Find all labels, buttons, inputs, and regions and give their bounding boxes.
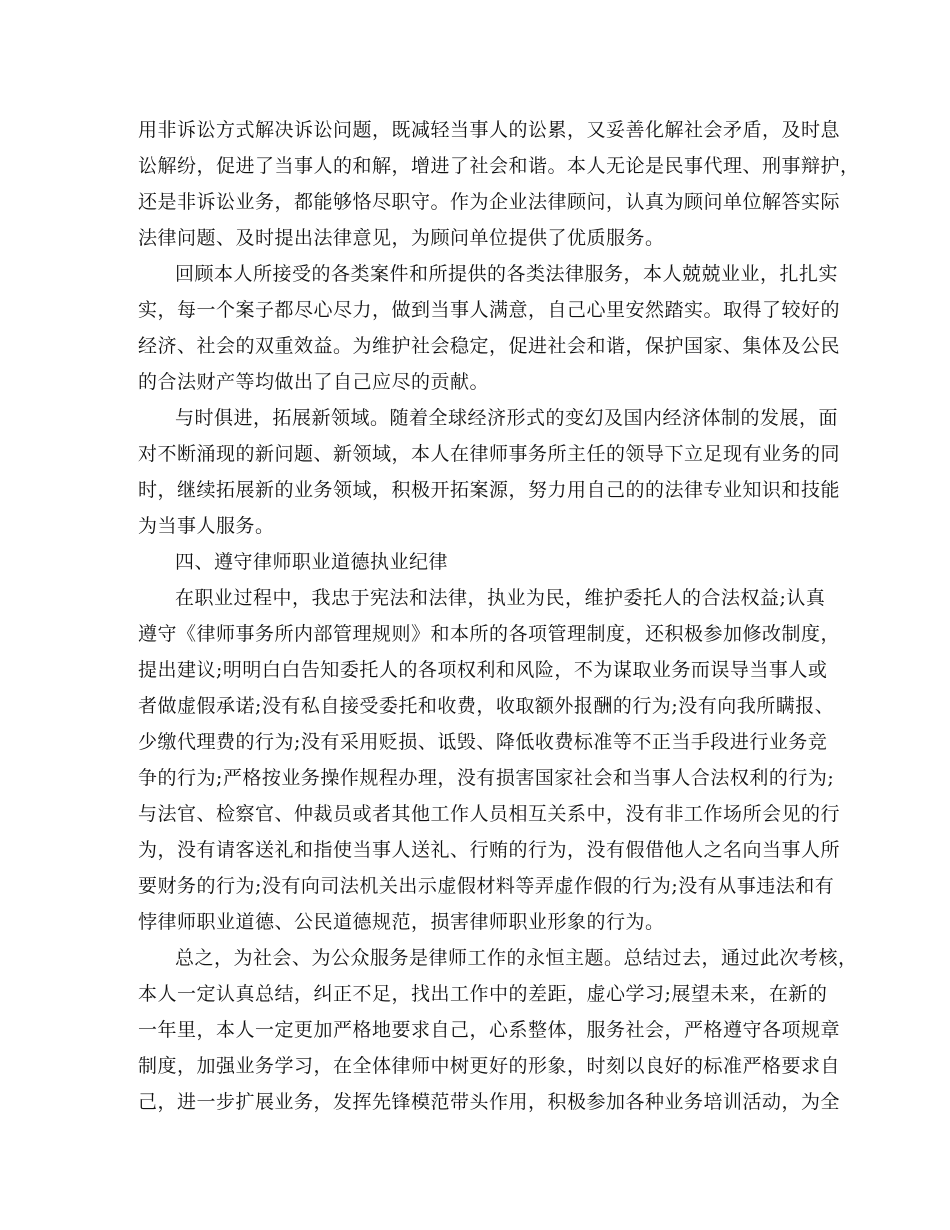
text-line: 还是非诉讼业务，都能够恪尽职守。作为企业法律顾问，认真为顾问单位解答实际 [138,191,841,213]
paragraph-first-line: 回顾本人所接受的各类案件和所提供的各类法律服务，本人兢兢业业，扎扎实 [175,263,839,285]
text-line: 的合法财产等均做出了自己应尽的贡献。 [138,371,490,393]
text-line: 少缴代理费的行为;没有采用贬损、诋毁、降低收费标准等不正当手段进行业务竞 [138,731,828,753]
text-line: 提出建议;明明白白告知委托人的各项权利和风险，不为谋取业务而误导当事人或 [138,659,828,681]
text-line: 要财务的行为;没有向司法机关出示虚假材料等弄虚作假的行为;没有从事违法和有 [138,875,835,897]
text-line: 对不断涌现的新问题、新领域，本人在律师事务所主任的领导下立足现有业务的同 [138,443,841,465]
text-line: 实，每一个案子都尽心尽力，做到当事人满意，自己心里安然踏实。取得了较好的 [138,299,841,321]
text-line: 遵守《律师事务所内部管理规则》和本所的各项管理制度，还积极参加修改制度， [138,623,841,645]
text-line: 为当事人服务。 [138,515,275,537]
text-line: 争的行为;严格按业务操作规程办理，没有损害国家社会和当事人合法权利的行为; [138,767,835,789]
text-line: 悖律师职业道德、公民道德规范，损害律师职业形象的行为。 [138,911,665,933]
text-line: 时，继续拓展新的业务领域，积极开拓案源，努力用自己的的法律专业知识和技能 [138,479,841,501]
text-line: 讼解纷，促进了当事人的和解，增进了社会和谐。本人无论是民事代理、刑事辩护， [138,155,860,177]
paragraph-first-line: 与时俱进，拓展新领域。随着全球经济形式的变幻及国内经济体制的发展，面 [175,407,839,429]
text-line: 为，没有请客送礼和指使当事人送礼、行贿的行为，没有假借他人之名向当事人所 [138,839,841,861]
text-line: 制度，加强业务学习，在全体律师中树更好的形象，时刻以良好的标准严格要求自 [138,1055,841,1077]
paragraph-first-line: 总之，为社会、为公众服务是律师工作的永恒主题。总结过去，通过此次考核， [175,947,858,969]
text-line: 己，进一步扩展业务，发挥先锋模范带头作用，积极参加各种业务培训活动，为全 [138,1091,841,1113]
text-line: 经济、社会的双重效益。为维护社会稳定，促进社会和谐，保护国家、集体及公民 [138,335,841,357]
text-line: 用非诉讼方式解决诉讼问题，既减轻当事人的讼累，又妥善化解社会矛盾，及时息 [138,119,841,141]
section-heading: 四、遵守律师职业道德执业纪律 [175,551,449,573]
text-line: 法律问题、及时提出法律意见，为顾问单位提供了优质服务。 [138,227,665,249]
text-line: 本人一定认真总结，纠正不足，找出工作中的差距，虚心学习;展望未来，在新的 [138,983,828,1005]
paragraph-first-line: 在职业过程中，我忠于宪法和法律，执业为民，维护委托人的合法权益;认真 [175,587,826,609]
text-line: 与法官、检察官、仲裁员或者其他工作人员相互关系中，没有非工作场所会见的行 [138,803,841,825]
text-line: 一年里，本人一定更加严格地要求自己，心系整体，服务社会，严格遵守各项规章 [138,1019,841,1041]
text-line: 者做虚假承诺;没有私自接受委托和收费，收取额外报酬的行为;没有向我所瞒报、 [138,695,835,717]
